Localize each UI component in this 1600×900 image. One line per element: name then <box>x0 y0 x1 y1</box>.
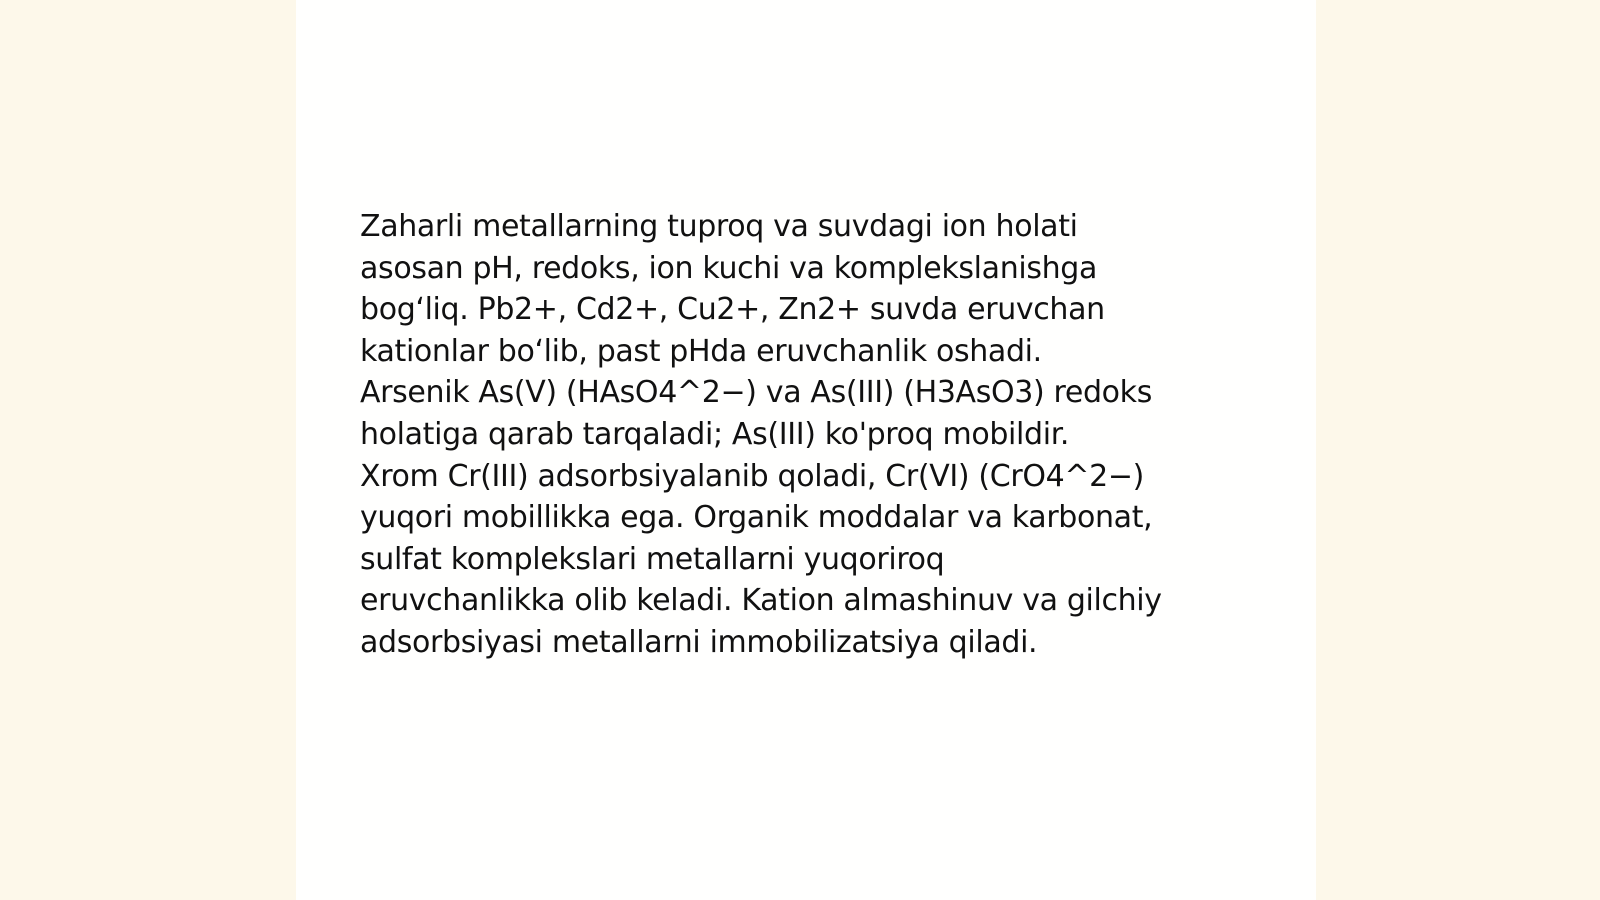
paragraph-line: Arsenik As(V) (HAsO4^2−) va As(III) (H3AsO3) redoks <box>360 375 1152 411</box>
paragraph-line: sulfat komplekslari metallarni yuqoriroq <box>360 541 945 577</box>
paragraph-line: bog‘liq. Pb2+, Cd2+, Cu2+, Zn2+ suvda eruvchan <box>360 292 1105 328</box>
paragraph-line: Xrom Cr(III) adsorbsiyalanib qoladi, Cr(VI) (CrO4^2−) <box>360 458 1145 494</box>
body-paragraph <box>360 206 1260 664</box>
paragraph-line: yuqori mobillikka ega. Organik moddalar va karbonat, <box>360 500 1153 536</box>
paragraph-line: adsorbsiyasi metallarni immobilizatsiya qiladi. <box>360 624 1038 660</box>
paragraph-line: asosan pH, redoks, ion kuchi va komplekslanishga <box>360 250 1098 286</box>
paragraph-line: Zaharli metallarning tuproq va suvdagi ion holati <box>360 209 1078 244</box>
paragraph-line: holatiga qarab tarqaladi; As(III) ko'proq mobildir. <box>360 416 1070 452</box>
slide-page <box>296 0 1316 900</box>
paragraph-line: kationlar bo‘lib, past pHda eruvchanlik oshadi. <box>360 333 1042 369</box>
paragraph-line: eruvchanlikka olib keladi. Kation almashinuv va gilchiy <box>360 583 1162 619</box>
